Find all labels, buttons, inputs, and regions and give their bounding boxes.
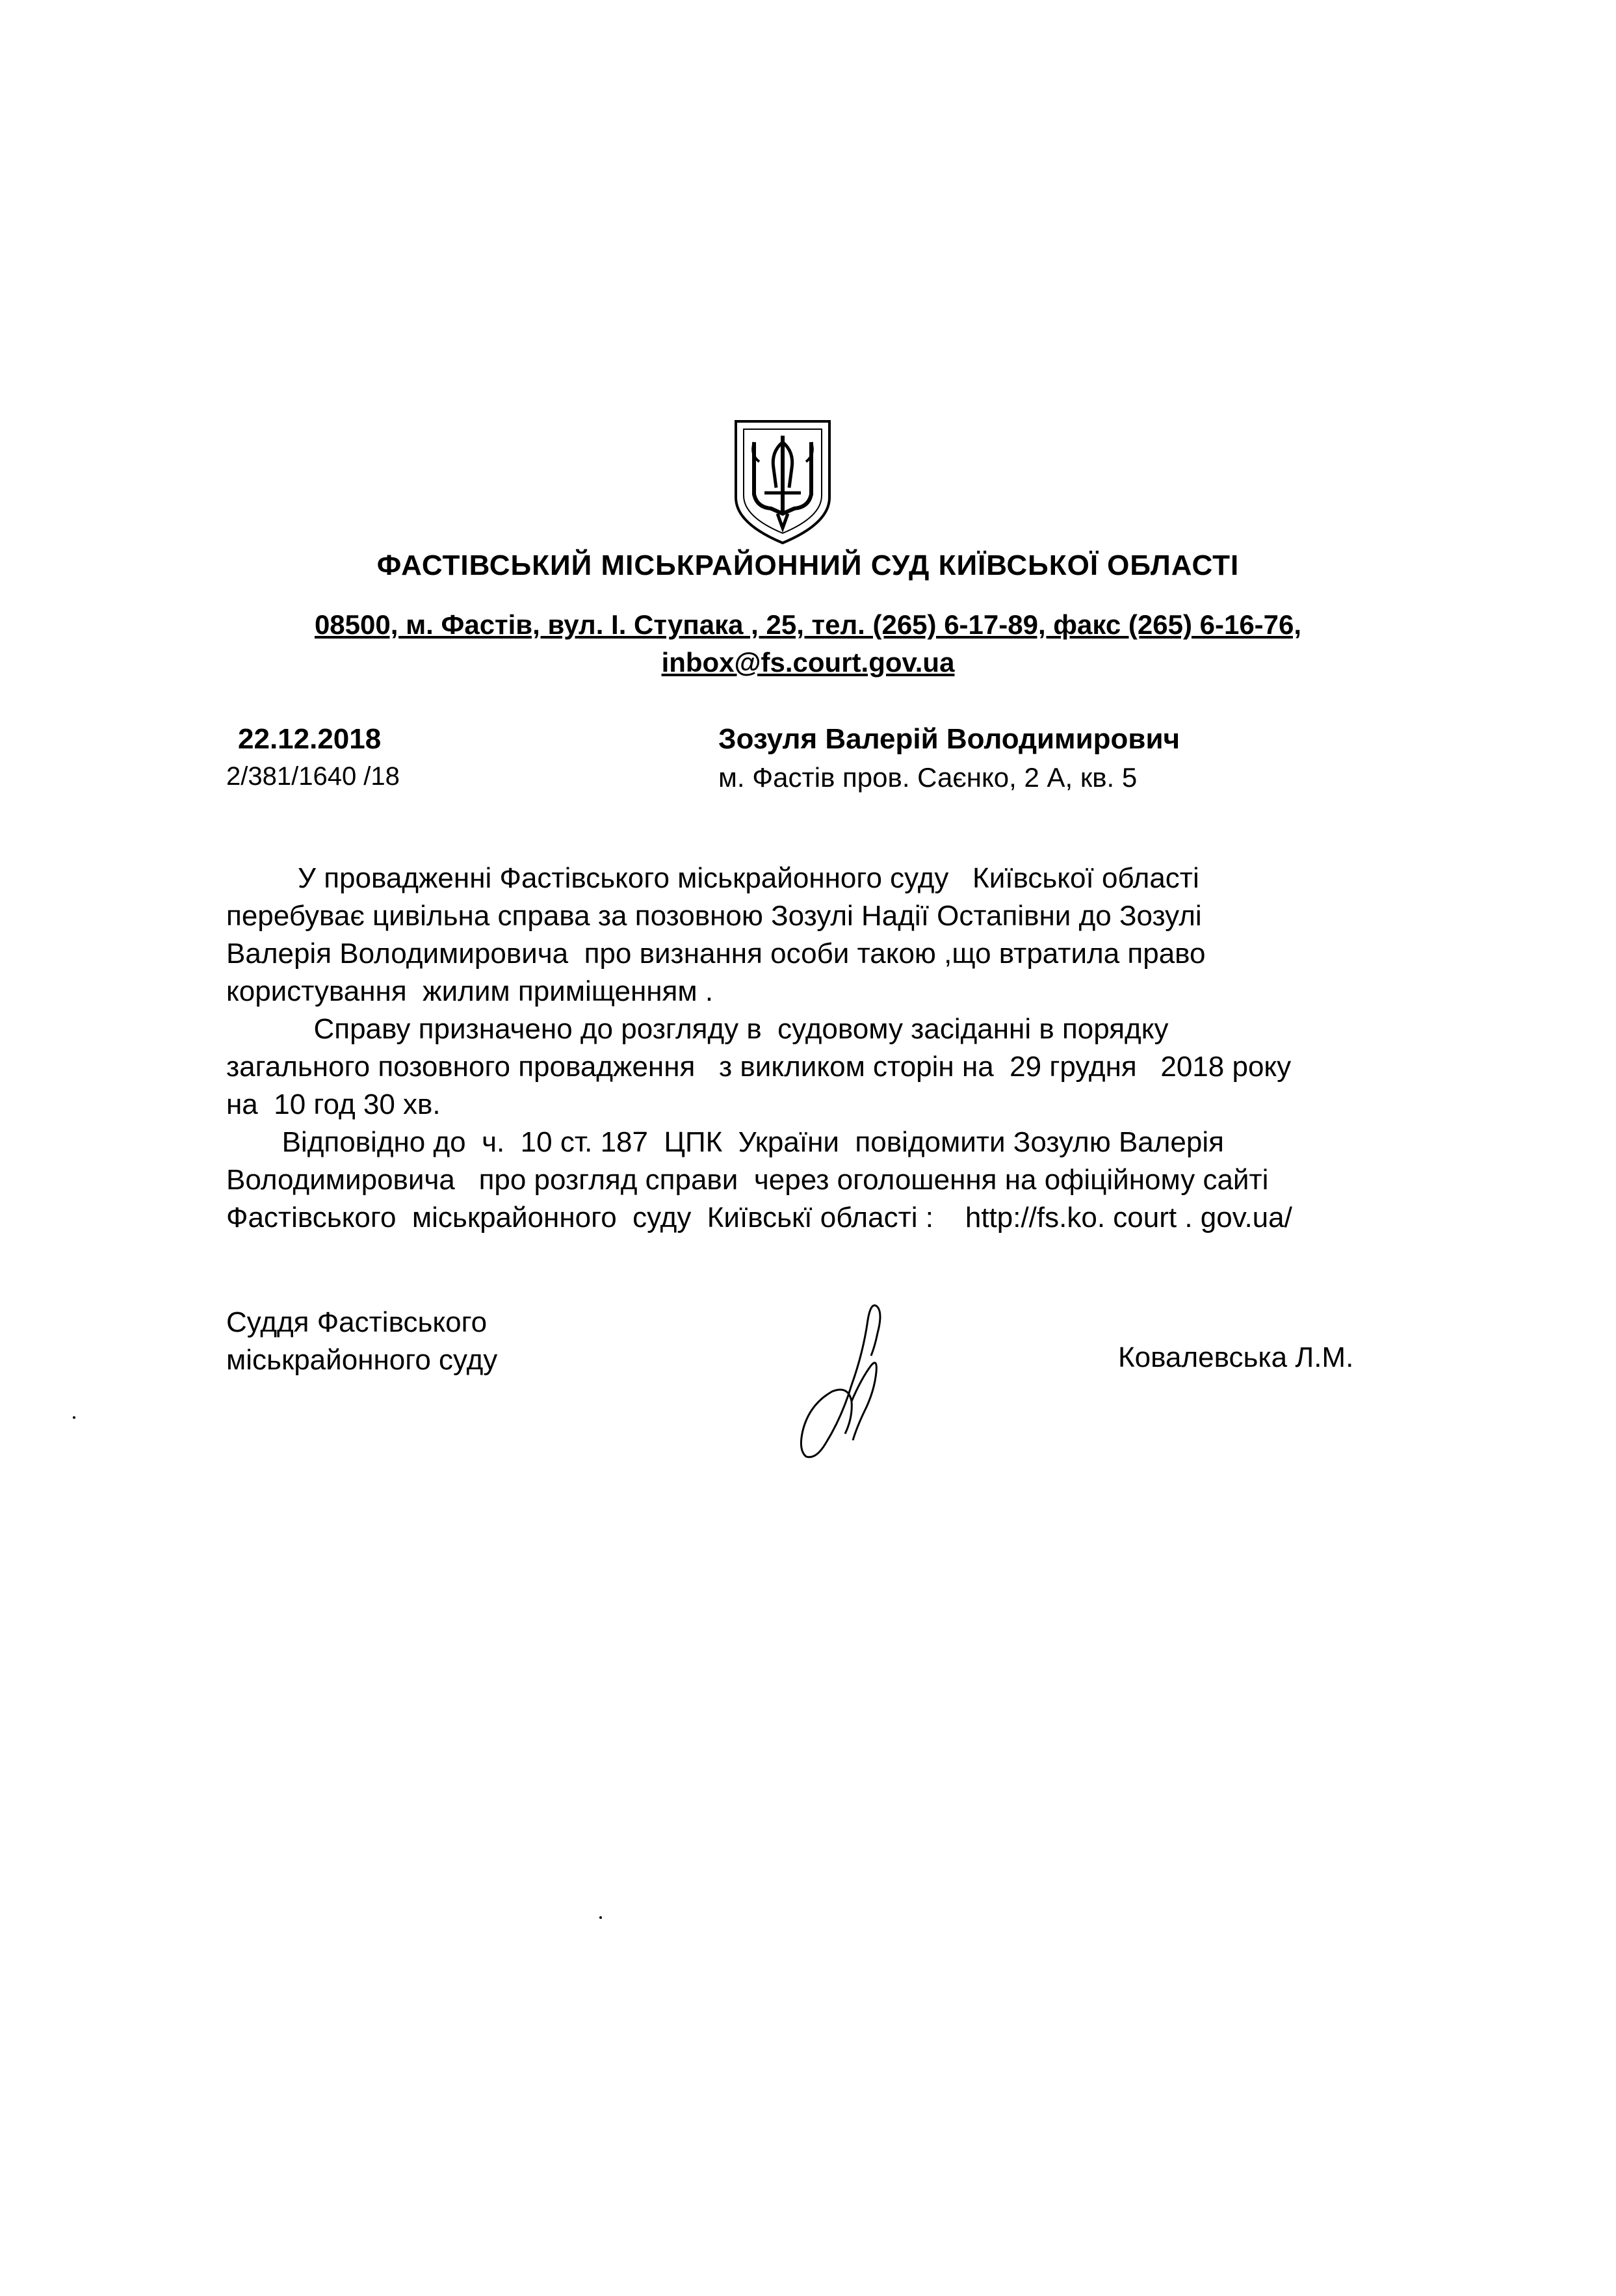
body-line: Володимировича про розгляд справи через оголошення на офіційному сайті: [226, 1164, 1269, 1196]
scan-speck: [599, 1916, 602, 1919]
body-line: перебуває цивільна справа за позовною Зозулі Надії Остапівни до Зозулі: [226, 900, 1202, 932]
body-line: загального позовного провадження з викликом сторін на 29 грудня 2018 року: [226, 1051, 1292, 1083]
letter-body: [226, 860, 1461, 1237]
court-email: inbox@fs.court.gov.ua: [661, 647, 955, 678]
body-line: користування жилим приміщенням .: [226, 975, 714, 1007]
case-number: 2/381/1640 /18: [226, 762, 400, 791]
judge-name: Ковалевська Л.М.: [1118, 1341, 1354, 1373]
court-address-line: 08500, м. Фастів, вул. І. Ступака , 25, тел. (265) 6-17-89, факс (265) 6-16-76,: [314, 609, 1302, 640]
addressee-name: Зозуля Валерій Володимирович: [718, 723, 1180, 755]
signature-title-line: Суддя Фастівського: [226, 1306, 488, 1338]
signature-title-line: міськрайонного суду: [226, 1344, 498, 1376]
body-line: Відповідно до ч. 10 ст. 187 ЦПК України повідомити Зозулю Валерія: [226, 1126, 1224, 1158]
court-name: ФАСТІВСЬКИЙ МІСЬКРАЙОННИЙ СУД КИЇВСЬКОЇ ОБЛАСТІ: [376, 549, 1240, 581]
scan-speck: [73, 1416, 75, 1419]
body-line: У провадженні Фастівського міськрайонного суду Київської області: [226, 862, 1199, 894]
handwritten-signature: [780, 1294, 923, 1470]
body-line: на 10 год 30 хв.: [226, 1089, 441, 1120]
body-line: Валерія Володимировича про визнання особи такою ,що втратила право: [226, 938, 1206, 970]
coat-of-arms-icon: [731, 416, 835, 546]
body-line: Справу призначено до розгляду в судовому засіданні в порядку: [226, 1013, 1169, 1045]
body-line: Фастівського міськрайонного суду Київськї області : http://fs.ko. court . gov.ua/: [226, 1202, 1292, 1234]
addressee-address: м. Фастів пров. Саєнко, 2 А, кв. 5: [718, 762, 1138, 793]
court-address: [0, 606, 1616, 681]
signature-title: [226, 1304, 497, 1379]
document-date: 22.12.2018: [238, 723, 382, 755]
